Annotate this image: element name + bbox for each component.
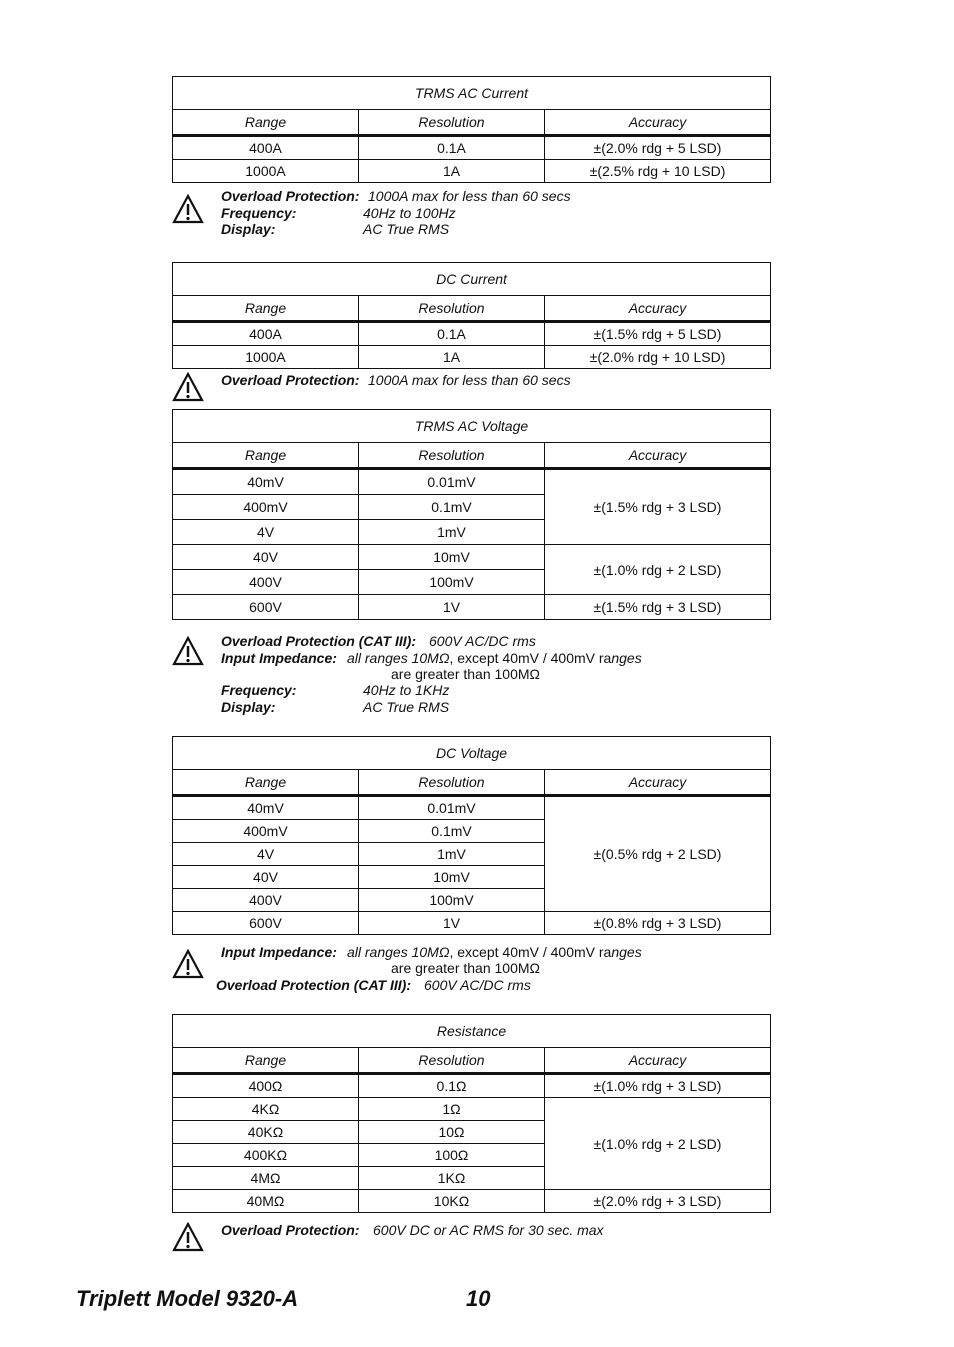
table-row: [173, 1190, 771, 1213]
overload-value: 600V AC/DC rms: [429, 633, 536, 649]
accuracy-header: Accuracy: [545, 110, 771, 136]
section-title: TRMS AC Current: [173, 77, 771, 110]
accuracy-header: Accuracy: [545, 770, 771, 796]
overload-label: Overload Protection:: [221, 1222, 360, 1238]
table-row: [173, 322, 771, 346]
resolution-cell: 10KΩ: [359, 1190, 545, 1213]
range-cell: 4MΩ: [173, 1167, 359, 1190]
accuracy-cell: ±(2.5% rdg + 10 LSD): [545, 160, 771, 183]
resistance-table: [172, 1014, 771, 1213]
dc-voltage-table: [172, 736, 771, 935]
frequency-value: 40Hz to 100Hz: [363, 205, 456, 221]
accuracy-cell: ±(2.0% rdg + 10 LSD): [545, 346, 771, 369]
range-header: Range: [173, 443, 359, 469]
impedance-value: all ranges 10MΩ: [347, 650, 450, 666]
range-cell: 4V: [173, 843, 359, 866]
accuracy-header: Accuracy: [545, 443, 771, 469]
impedance-label: Input Impedance:: [221, 650, 337, 666]
range-header: Range: [173, 296, 359, 322]
range-cell: 40mV: [173, 796, 359, 820]
resolution-cell: 1Ω: [359, 1098, 545, 1121]
accuracy-header: Accuracy: [545, 296, 771, 322]
resolution-cell: 1A: [359, 160, 545, 183]
range-cell: 1000A: [173, 346, 359, 369]
resolution-cell: 0.1mV: [359, 495, 545, 520]
table-row: [173, 1098, 771, 1121]
range-cell: 40mV: [173, 469, 359, 495]
resolution-cell: 1KΩ: [359, 1167, 545, 1190]
dc-voltage-section: [172, 736, 770, 993]
impedance-value-end: nges: [611, 944, 642, 960]
range-cell: 4KΩ: [173, 1098, 359, 1121]
ac-current-section: [172, 76, 770, 237]
overload-value: 600V AC/DC rms: [424, 977, 531, 993]
overload-label: Overload Protection:: [221, 372, 360, 388]
section-title: DC Current: [173, 263, 771, 296]
resolution-cell: 0.1A: [359, 322, 545, 346]
table-row: [173, 595, 771, 620]
warning-icon: [172, 372, 204, 402]
warning-icon: [172, 194, 204, 224]
overload-value: 1000A max for less than 60 secs: [368, 188, 571, 204]
resolution-cell: 1mV: [359, 520, 545, 545]
range-cell: 400V: [173, 889, 359, 912]
resolution-cell: 10mV: [359, 866, 545, 889]
range-cell: 40V: [173, 866, 359, 889]
range-cell: 400Ω: [173, 1074, 359, 1098]
range-cell: 40V: [173, 545, 359, 570]
resolution-cell: 10Ω: [359, 1121, 545, 1144]
resolution-cell: 0.01mV: [359, 469, 545, 495]
overload-label: Overload Protection (CAT III):: [221, 633, 416, 649]
accuracy-header: Accuracy: [545, 1048, 771, 1074]
range-header: Range: [173, 770, 359, 796]
table-row: [173, 160, 771, 183]
overload-label: Overload Protection (CAT III):: [216, 977, 411, 993]
table-row: [173, 796, 771, 820]
section-title: TRMS AC Voltage: [173, 410, 771, 443]
overload-value: 1000A max for less than 60 secs: [368, 372, 571, 388]
impedance-value-end: nges: [611, 650, 642, 666]
dc-current-table: [172, 262, 771, 369]
range-cell: 600V: [173, 595, 359, 620]
section-title: Resistance: [173, 1015, 771, 1048]
resolution-header: Resolution: [359, 443, 545, 469]
range-cell: 600V: [173, 912, 359, 935]
range-cell: 1000A: [173, 160, 359, 183]
resolution-cell: 10mV: [359, 545, 545, 570]
resolution-cell: 1V: [359, 912, 545, 935]
impedance-value-line2: are greater than 100MΩ: [391, 666, 540, 682]
resolution-header: Resolution: [359, 770, 545, 796]
section-title: DC Voltage: [173, 737, 771, 770]
display-value: AC True RMS: [363, 221, 450, 237]
display-value: AC True RMS: [363, 699, 450, 715]
table-row: [173, 469, 771, 495]
frequency-value: 40Hz to 1KHz: [363, 682, 450, 698]
warning-icon: [172, 1222, 204, 1252]
impedance-value-cont: , except 40mV / 400mV ra: [449, 650, 612, 666]
range-cell: 400A: [173, 136, 359, 160]
footer-model: Triplett Model 9320-A: [76, 1286, 299, 1311]
table-row: [173, 136, 771, 160]
resolution-cell: 1A: [359, 346, 545, 369]
accuracy-cell: ±(0.5% rdg + 2 LSD): [545, 796, 771, 912]
ac-current-table: [172, 76, 771, 183]
resolution-header: Resolution: [359, 296, 545, 322]
frequency-label: Frequency:: [221, 205, 297, 221]
resolution-cell: 1mV: [359, 843, 545, 866]
range-cell: 400mV: [173, 820, 359, 843]
range-cell: 400A: [173, 322, 359, 346]
resolution-header: Resolution: [359, 110, 545, 136]
accuracy-cell: ±(2.0% rdg + 5 LSD): [545, 136, 771, 160]
table-row: [173, 545, 771, 570]
warning-icon: [172, 949, 204, 979]
ac-voltage-table: [172, 409, 771, 620]
resolution-cell: 100Ω: [359, 1144, 545, 1167]
warning-icon: [172, 636, 204, 666]
resolution-cell: 100mV: [359, 570, 545, 595]
table-row: [173, 912, 771, 935]
resolution-cell: 1V: [359, 595, 545, 620]
accuracy-cell: ±(2.0% rdg + 3 LSD): [545, 1190, 771, 1213]
ac-voltage-section: [172, 409, 770, 715]
impedance-value-cont: , except 40mV / 400mV ra: [449, 944, 612, 960]
page-number: 10: [466, 1286, 491, 1311]
accuracy-cell: ±(1.0% rdg + 3 LSD): [545, 1074, 771, 1098]
range-cell: 400KΩ: [173, 1144, 359, 1167]
accuracy-cell: ±(1.0% rdg + 2 LSD): [545, 1098, 771, 1190]
frequency-label: Frequency:: [221, 682, 297, 698]
resolution-cell: 0.1mV: [359, 820, 545, 843]
resistance-section: [172, 1014, 770, 1238]
table-row: [173, 346, 771, 369]
accuracy-cell: ±(1.5% rdg + 3 LSD): [545, 469, 771, 545]
overload-label: Overload Protection:: [221, 188, 360, 204]
resolution-cell: 0.01mV: [359, 796, 545, 820]
range-cell: 40KΩ: [173, 1121, 359, 1144]
range-cell: 400V: [173, 570, 359, 595]
impedance-label: Input Impedance:: [221, 944, 337, 960]
accuracy-cell: ±(1.0% rdg + 2 LSD): [545, 545, 771, 595]
accuracy-cell: ±(0.8% rdg + 3 LSD): [545, 912, 771, 935]
resolution-cell: 100mV: [359, 889, 545, 912]
overload-value: 600V DC or AC RMS for 30 sec. max: [373, 1222, 604, 1238]
range-header: Range: [173, 1048, 359, 1074]
range-cell: 40MΩ: [173, 1190, 359, 1213]
display-label: Display:: [221, 221, 276, 237]
accuracy-cell: ±(1.5% rdg + 5 LSD): [545, 322, 771, 346]
accuracy-cell: ±(1.5% rdg + 3 LSD): [545, 595, 771, 620]
impedance-value: all ranges 10MΩ: [347, 944, 450, 960]
dc-current-section: [172, 262, 770, 388]
range-header: Range: [173, 110, 359, 136]
resolution-cell: 0.1A: [359, 136, 545, 160]
impedance-value-line2: are greater than 100MΩ: [391, 960, 540, 976]
range-cell: 400mV: [173, 495, 359, 520]
table-row: [173, 1074, 771, 1098]
display-label: Display:: [221, 699, 276, 715]
resolution-cell: 0.1Ω: [359, 1074, 545, 1098]
range-cell: 4V: [173, 520, 359, 545]
resolution-header: Resolution: [359, 1048, 545, 1074]
